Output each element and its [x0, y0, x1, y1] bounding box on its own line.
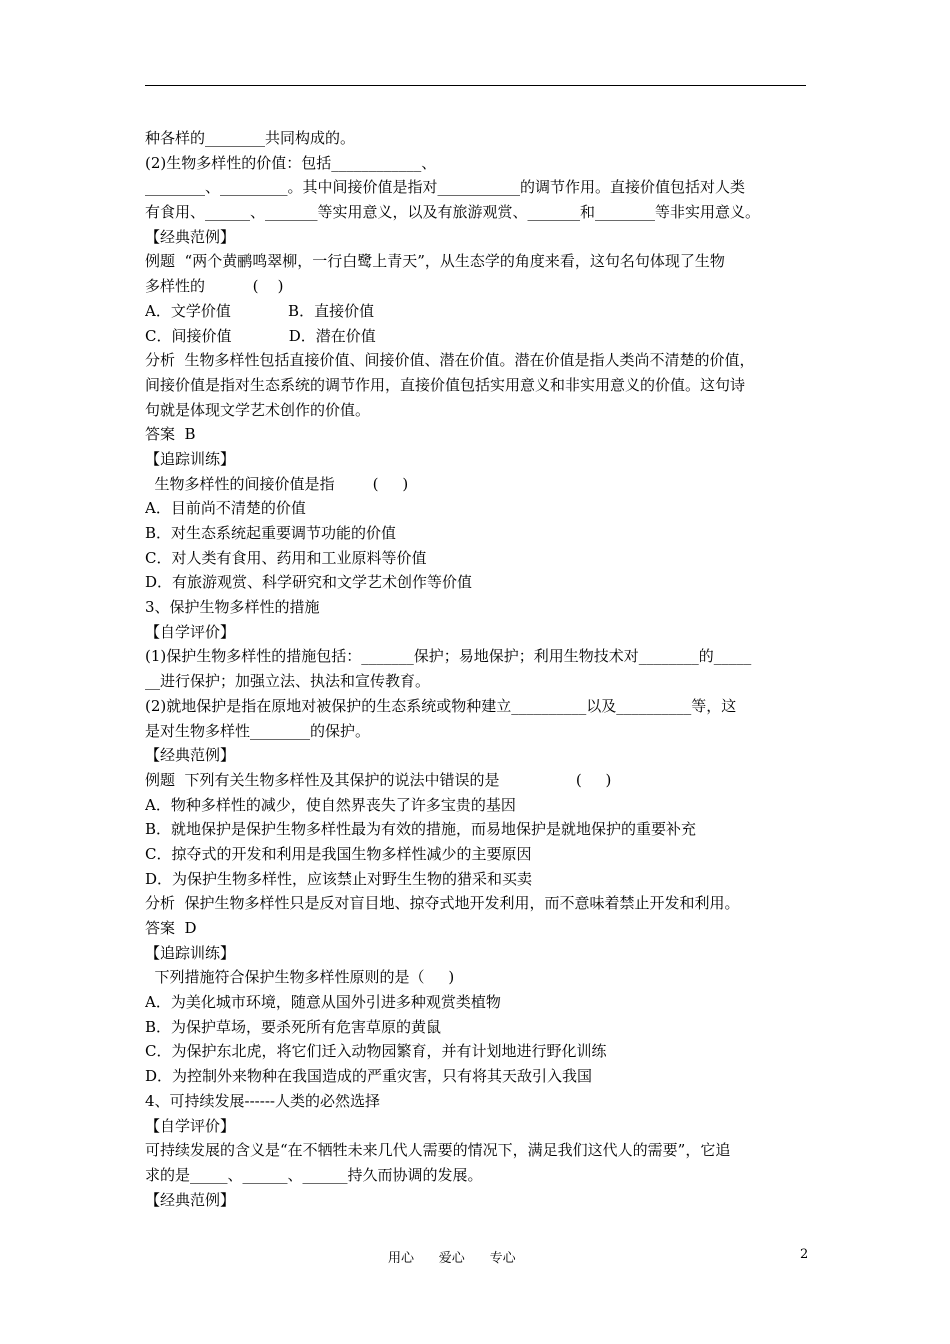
- text-line: C．间接价值 D．潜在价值: [145, 326, 376, 345]
- text-line: 4、可持续发展------人类的必然选择: [145, 1091, 380, 1110]
- text-line: (2)就地保护是指在原地对被保护的生态系统或物种建立__________以及__________等，这: [145, 696, 737, 715]
- text-line: 【追踪训练】: [145, 449, 236, 468]
- text-line: 分析 生物多样性包括直接价值、间接价值、潜在价值。潜在价值是指人类尚不清楚的价值，: [145, 351, 755, 370]
- text-line: 下列措施符合保护生物多样性原则的是（ ): [145, 968, 455, 987]
- text-line: D．有旅游观赏、科学研究和文学艺术创作等价值: [145, 573, 473, 592]
- text-line: B．对生态系统起重要调节功能的价值: [145, 524, 397, 542]
- text-line: (1)保护生物多样性的措施包括：_______保护；易地保护；利用生物技术对________的_____: [145, 647, 752, 666]
- text-line: B．为保护草场，要杀死所有危害草原的黄鼠: [145, 1017, 442, 1036]
- text-line: 【自学评价】: [145, 622, 236, 641]
- text-line: 分析 保护生物多样性只是反对盲目地、掠夺式地开发利用，而不意味着禁止开发和利用。: [145, 894, 740, 913]
- text-line: 【经典范例】: [145, 746, 236, 765]
- text-line: ________、_________。其中间接价值是指对___________的调节作用。直接价值包括对人类: [145, 178, 746, 197]
- text-line: 句就是体现文学艺术创作的价值。: [145, 400, 371, 419]
- text-line: 【经典范例】: [145, 227, 236, 246]
- text-line: 间接价值是指对生态系统的调节作用，直接价值包括实用意义和非实用意义的价值。这句诗: [145, 375, 746, 394]
- text-line: 多样性的 ( ): [145, 277, 284, 296]
- text-line: 是对生物多样性________的保护。: [145, 721, 371, 740]
- header-rule: [145, 85, 806, 86]
- text-line: 【追踪训练】: [145, 943, 236, 962]
- text-line: A．目前尚不清楚的价值: [145, 499, 306, 518]
- text-line: D．为保护生物多样性，应该禁止对野生生物的猎采和买卖: [145, 869, 533, 888]
- text-line: 【经典范例】: [145, 1190, 236, 1209]
- text-line: 3、保护生物多样性的措施: [145, 598, 320, 617]
- text-line: C．为保护东北虎，将它们迁入动物园繁育，并有计划地进行野化训练: [145, 1042, 607, 1061]
- text-line: 种各样的________共同构成的。: [145, 129, 356, 147]
- text-line: B．就地保护是保护生物多样性最为有效的措施，而易地保护是就地保护的重要补充: [145, 820, 697, 839]
- text-line: 答案 B: [145, 425, 196, 444]
- text-line: 可持续发展的含义是“在不牺牲未来几代人需要的情况下，满足我们这代人的需要”，它追: [145, 1141, 731, 1160]
- text-line: C．掠夺式的开发和利用是我国生物多样性减少的主要原因: [145, 844, 532, 863]
- text-line: C．对人类有食用、药用和工业原料等价值: [145, 548, 427, 567]
- text-line: A．文学价值 B．直接价值: [145, 301, 375, 320]
- text-line: __进行保护；加强立法、执法和宣传教育。: [145, 672, 431, 691]
- text-line: 生物多样性的间接价值是指 ( ): [145, 474, 409, 493]
- footer-motto: 用心 爱心 专心: [388, 1251, 516, 1266]
- text-line: A．为美化城市环境，随意从国外引进多种观赏类植物: [145, 993, 501, 1012]
- text-line: 答案 D: [145, 919, 197, 937]
- text-line: 例题 “两个黄鹂鸣翠柳，一行白鹭上青天”，从生态学的角度来看，这句名句体现了生物: [145, 252, 725, 271]
- text-line: 求的是_____、______、______持久而协调的发展。: [145, 1165, 483, 1184]
- text-line: D．为控制外来物种在我国造成的严重灾害，只有将其天敌引入我国: [145, 1067, 593, 1086]
- text-line: A．物种多样性的减少，使自然界丧失了许多宝贵的基因: [145, 795, 516, 814]
- text-line: 【自学评价】: [145, 1116, 236, 1135]
- page-number: 2: [800, 1247, 809, 1262]
- text-line: 有食用、______、_______等实用意义，以及有旅游观赏、_______和________等非实用意义。: [145, 203, 761, 222]
- text-line: 例题 下列有关生物多样性及其保护的说法中错误的是 ( ): [145, 770, 612, 789]
- document-body: [145, 126, 810, 1212]
- text-line: (2)生物多样性的价值：包括____________、: [145, 153, 437, 172]
